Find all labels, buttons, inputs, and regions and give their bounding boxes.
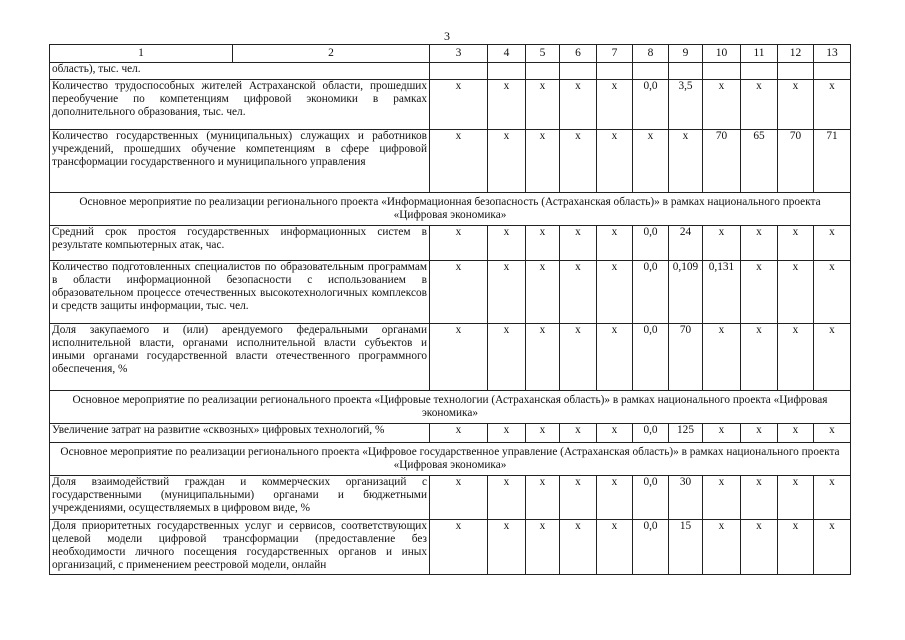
value-cell [560, 63, 597, 80]
value-cell: х [597, 520, 633, 575]
value-cell: х [526, 520, 560, 575]
value-cell: х [526, 424, 560, 443]
column-header: 4 [488, 45, 526, 63]
value-cell: 3,5 [669, 80, 703, 130]
value-cell: х [430, 130, 488, 193]
value-cell: 0,0 [633, 261, 669, 324]
value-cell: х [597, 226, 633, 261]
value-cell [669, 63, 703, 80]
value-cell: х [741, 226, 778, 261]
column-header: 2 [233, 45, 430, 63]
column-header: 5 [526, 45, 560, 63]
value-cell: х [703, 424, 741, 443]
value-cell [488, 63, 526, 80]
value-cell: х [526, 261, 560, 324]
value-cell: 24 [669, 226, 703, 261]
value-cell: х [430, 80, 488, 130]
table-row [50, 424, 851, 443]
column-header: 11 [741, 45, 778, 63]
value-cell: х [703, 80, 741, 130]
indicator-name: Количество трудоспособных жителей Астраханской области, прошедших переобучение по компетенциям цифровой экономики в рамках дополнительного образования, тыс. чел. [50, 80, 430, 130]
value-cell: х [488, 424, 526, 443]
section-title: Основное мероприятие по реализации регионального проекта «Цифровые технологии (Астраханская область)» в рамках национального проекта «Цифровая экономика» [50, 391, 851, 424]
column-header: 8 [633, 45, 669, 63]
value-cell: х [526, 476, 560, 520]
column-header: 6 [560, 45, 597, 63]
value-cell: х [669, 130, 703, 193]
value-cell: х [560, 130, 597, 193]
table-row [50, 476, 851, 520]
value-cell: х [560, 226, 597, 261]
indicator-name: Доля приоритетных государственных услуг и сервисов, соответствующих целевой модели цифровой трансформации (предоставление без необходимости личного посещения государственных органов и иных организаций, с применением реестровой модели, онлайн [50, 520, 430, 575]
value-cell: х [488, 520, 526, 575]
value-cell: 0,0 [633, 520, 669, 575]
value-cell: 0,0 [633, 476, 669, 520]
value-cell: х [430, 520, 488, 575]
indicator-name: Средний срок простоя государственных информационных систем в результате компьютерных атак, час. [50, 226, 430, 261]
table-row [50, 520, 851, 575]
value-cell: х [597, 80, 633, 130]
page-number: 3 [444, 29, 450, 43]
indicator-name: Количество государственных (муниципальных) служащих и работников учреждений, прошедших обучение компетенциям в сфере цифровой трансформации государственного и муниципального управления [50, 130, 430, 193]
value-cell: х [488, 80, 526, 130]
table-row [50, 80, 851, 130]
value-cell: х [778, 424, 814, 443]
value-cell: х [597, 324, 633, 391]
value-cell: х [741, 476, 778, 520]
value-cell: х [778, 520, 814, 575]
value-cell: х [526, 130, 560, 193]
value-cell [633, 63, 669, 80]
section-row [50, 443, 851, 476]
value-cell: 0,0 [633, 324, 669, 391]
value-cell: 15 [669, 520, 703, 575]
value-cell: 0,109 [669, 261, 703, 324]
indicator-name: Доля закупаемого и (или) арендуемого федеральными органами исполнительной власти, органами исполнительной власти субъектов и иными органами государственной власти отечественного программного обеспечения, % [50, 324, 430, 391]
value-cell: 70 [778, 130, 814, 193]
indicators-table [49, 44, 851, 575]
value-cell: х [778, 80, 814, 130]
value-cell [597, 63, 633, 80]
value-cell [741, 63, 778, 80]
value-cell: х [778, 476, 814, 520]
value-cell: х [430, 324, 488, 391]
value-cell: х [703, 520, 741, 575]
value-cell: х [526, 324, 560, 391]
value-cell: х [430, 226, 488, 261]
value-cell: х [560, 520, 597, 575]
table-row [50, 130, 851, 193]
column-header: 12 [778, 45, 814, 63]
value-cell: 70 [703, 130, 741, 193]
section-title: Основное мероприятие по реализации регионального проекта «Информационная безопасность (Астраханская область)» в рамках национального проекта «Цифровая экономика» [50, 193, 851, 226]
value-cell: х [814, 80, 851, 130]
indicator-name: Количество подготовленных специалистов по образовательным программам в области информационной безопасности с использованием в образовательном процессе отечественных высокотехнологичных комплексов и средств защиты информации, тыс. чел. [50, 261, 430, 324]
column-header: 3 [430, 45, 488, 63]
value-cell: 70 [669, 324, 703, 391]
table-row [50, 226, 851, 261]
value-cell: х [741, 261, 778, 324]
value-cell: х [597, 261, 633, 324]
value-cell: х [430, 261, 488, 324]
value-cell: х [814, 226, 851, 261]
value-cell: х [488, 261, 526, 324]
table-row [50, 324, 851, 391]
value-cell: х [778, 226, 814, 261]
value-cell: х [488, 476, 526, 520]
value-cell: х [526, 226, 560, 261]
value-cell: х [560, 424, 597, 443]
column-header: 7 [597, 45, 633, 63]
value-cell: х [814, 261, 851, 324]
column-header: 1 [50, 45, 233, 63]
value-cell: х [703, 324, 741, 391]
value-cell: х [741, 324, 778, 391]
value-cell: х [560, 324, 597, 391]
indicator-name: Доля взаимодействий граждан и коммерческих организаций с государственными (муниципальными) органами и бюджетными учреждениями, осуществляемых в цифровом виде, % [50, 476, 430, 520]
value-cell: х [741, 520, 778, 575]
value-cell: х [778, 324, 814, 391]
value-cell: х [741, 80, 778, 130]
indicator-name: область), тыс. чел. [50, 63, 430, 80]
value-cell: 0,0 [633, 424, 669, 443]
value-cell [430, 63, 488, 80]
value-cell: х [597, 476, 633, 520]
value-cell: 65 [741, 130, 778, 193]
value-cell [814, 63, 851, 80]
value-cell: х [814, 520, 851, 575]
value-cell: х [560, 80, 597, 130]
value-cell: х [430, 424, 488, 443]
column-header: 9 [669, 45, 703, 63]
value-cell: х [560, 476, 597, 520]
value-cell: х [488, 130, 526, 193]
value-cell: х [526, 80, 560, 130]
column-header: 13 [814, 45, 851, 63]
section-row [50, 193, 851, 226]
value-cell: 30 [669, 476, 703, 520]
value-cell: х [703, 476, 741, 520]
value-cell: 71 [814, 130, 851, 193]
value-cell: х [633, 130, 669, 193]
section-title: Основное мероприятие по реализации регионального проекта «Цифровое государственное управление (Астраханская область)» в рамках национального проекта «Цифровая экономика» [50, 443, 851, 476]
value-cell: х [814, 476, 851, 520]
value-cell: 0,0 [633, 80, 669, 130]
value-cell: х [488, 324, 526, 391]
table-row [50, 63, 851, 80]
indicator-name: Увеличение затрат на развитие «сквозных» цифровых технологий, % [50, 424, 430, 443]
value-cell: 0,131 [703, 261, 741, 324]
value-cell: 125 [669, 424, 703, 443]
value-cell: х [741, 424, 778, 443]
value-cell: х [560, 261, 597, 324]
value-cell: х [488, 226, 526, 261]
header-row [50, 45, 851, 63]
value-cell: х [703, 226, 741, 261]
table-row [50, 261, 851, 324]
value-cell: х [430, 476, 488, 520]
value-cell: х [597, 424, 633, 443]
value-cell [526, 63, 560, 80]
value-cell: х [778, 261, 814, 324]
value-cell [703, 63, 741, 80]
value-cell [778, 63, 814, 80]
value-cell: х [814, 424, 851, 443]
section-row [50, 391, 851, 424]
value-cell: х [597, 130, 633, 193]
column-header: 10 [703, 45, 741, 63]
value-cell: 0,0 [633, 226, 669, 261]
value-cell: х [814, 324, 851, 391]
